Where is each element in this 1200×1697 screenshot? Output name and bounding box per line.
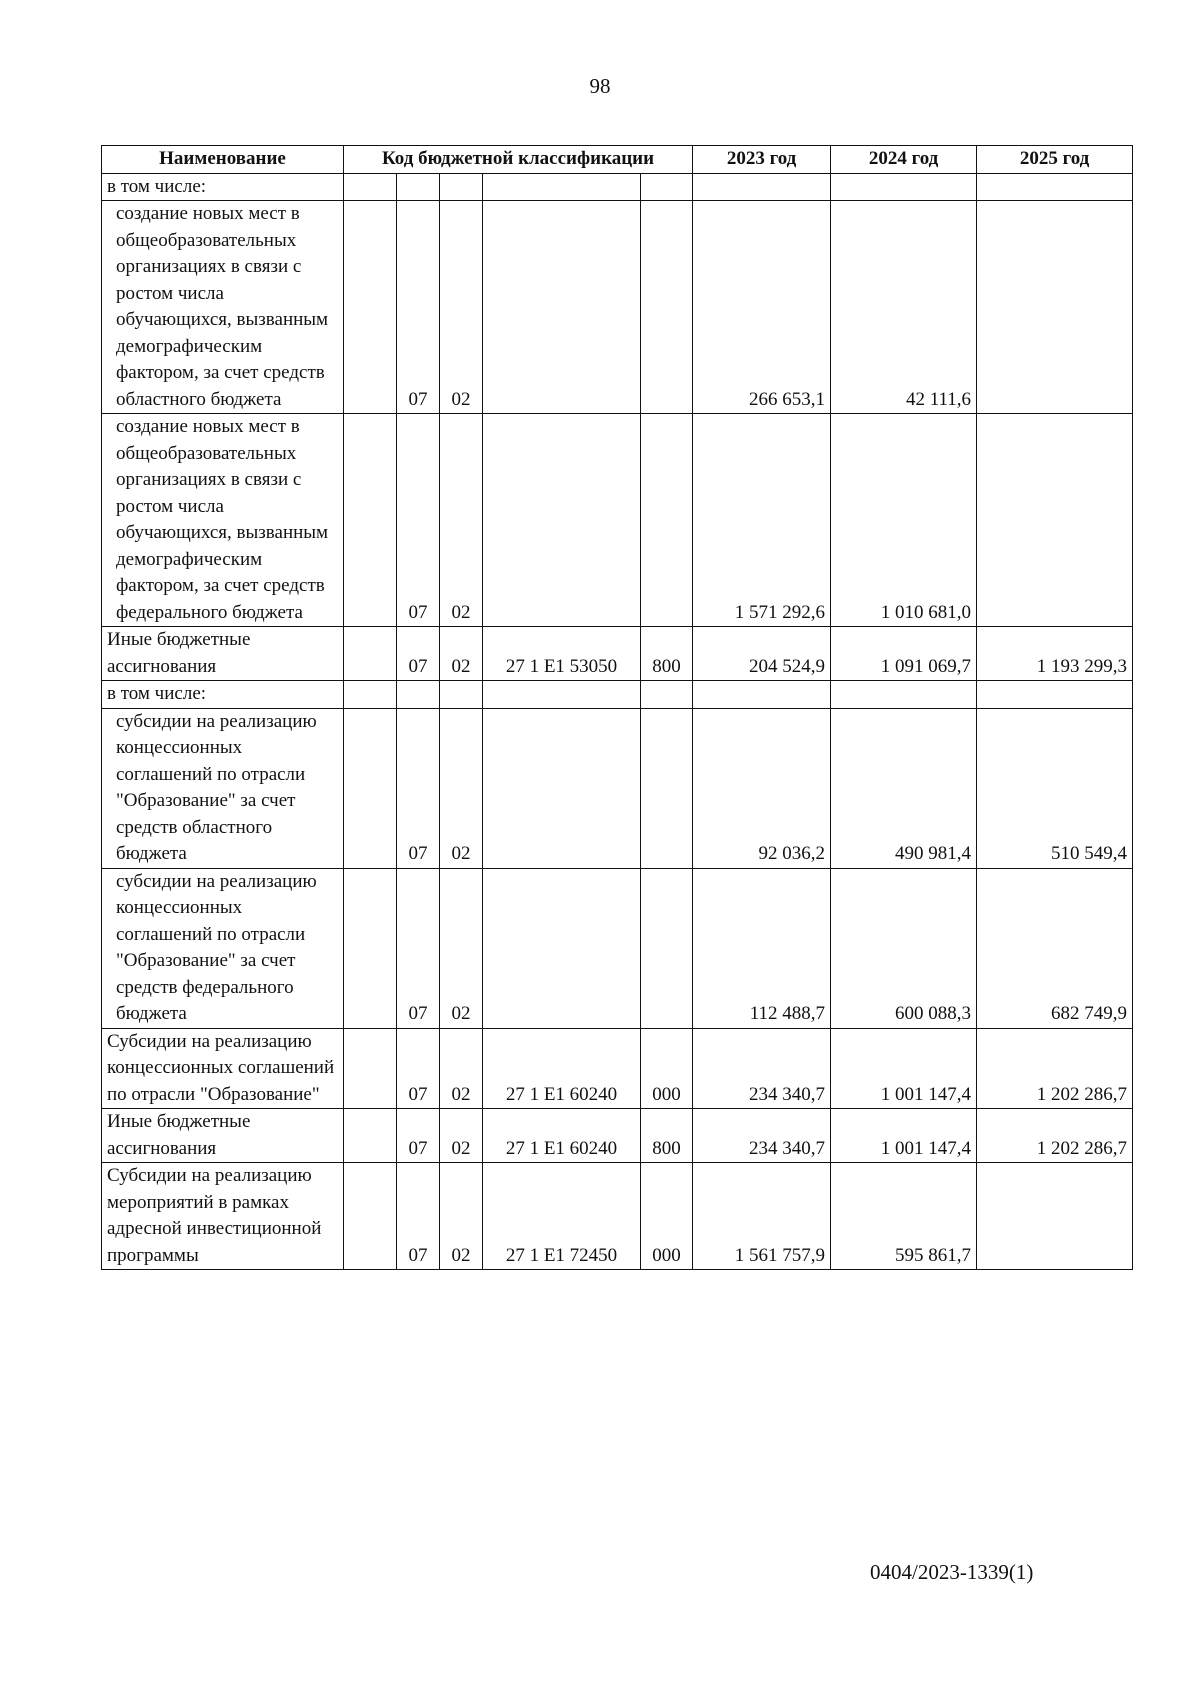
- cell-section: [397, 173, 440, 201]
- cell-2024: 490 981,4: [831, 708, 977, 868]
- page-number: 98: [589, 74, 611, 98]
- cell-2024: 1 091 069,7: [831, 627, 977, 681]
- cell-expense-type: [641, 708, 693, 868]
- cell-2025: [977, 1163, 1133, 1270]
- cell-2025: [977, 173, 1133, 201]
- header-2023: 2023 год: [693, 146, 831, 174]
- table-row: [102, 414, 1133, 627]
- cell-empty: [344, 173, 397, 201]
- cell-target-article: 27 1 E1 72450: [483, 1163, 641, 1270]
- header-code: Код бюджетной классификации: [344, 146, 693, 174]
- cell-target-article: [483, 173, 641, 201]
- cell-expense-type: [641, 201, 693, 414]
- cell-expense-type: [641, 681, 693, 709]
- table-row: [102, 1163, 1133, 1270]
- document-registration-code: 0404/2023-1339(1): [870, 1560, 1034, 1584]
- cell-expense-type: 000: [641, 1163, 693, 1270]
- cell-2024: [831, 681, 977, 709]
- cell-target-article: [483, 681, 641, 709]
- cell-target-article: [483, 414, 641, 627]
- cell-name: субсидии на реализацию концессионных соглашений по отрасли "Образование" за счет средств федерального бюджета: [102, 868, 344, 1028]
- table-row: [102, 1109, 1133, 1163]
- cell-name: в том числе:: [102, 173, 344, 201]
- cell-2024: 42 111,6: [831, 201, 977, 414]
- cell-2023: [693, 173, 831, 201]
- cell-2025: [977, 681, 1133, 709]
- cell-name: в том числе:: [102, 681, 344, 709]
- cell-2023: 204 524,9: [693, 627, 831, 681]
- cell-2023: 92 036,2: [693, 708, 831, 868]
- cell-2025: 1 202 286,7: [977, 1028, 1133, 1109]
- cell-name: создание новых мест в общеобразовательных организациях в связи с ростом числа обучающихся, вызванным демографическим фактором, за счет средств областного бюджета: [102, 201, 344, 414]
- table-row: [102, 1028, 1133, 1109]
- cell-empty: [344, 627, 397, 681]
- cell-subsection: 02: [440, 1109, 483, 1163]
- cell-2025: 510 549,4: [977, 708, 1133, 868]
- header-2024: 2024 год: [831, 146, 977, 174]
- cell-2025: 1 193 299,3: [977, 627, 1133, 681]
- cell-subsection: [440, 681, 483, 709]
- cell-target-article: [483, 201, 641, 414]
- cell-name: Иные бюджетные ассигнования: [102, 627, 344, 681]
- budget-table: [101, 145, 1133, 1270]
- cell-2025: [977, 201, 1133, 414]
- cell-2023: 234 340,7: [693, 1109, 831, 1163]
- cell-subsection: 02: [440, 1028, 483, 1109]
- cell-section: 07: [397, 414, 440, 627]
- cell-empty: [344, 708, 397, 868]
- cell-expense-type: 800: [641, 1109, 693, 1163]
- cell-expense-type: 000: [641, 1028, 693, 1109]
- cell-section: [397, 681, 440, 709]
- cell-subsection: 02: [440, 868, 483, 1028]
- cell-empty: [344, 1028, 397, 1109]
- cell-2023: 112 488,7: [693, 868, 831, 1028]
- cell-section: 07: [397, 627, 440, 681]
- cell-expense-type: [641, 868, 693, 1028]
- cell-2025: 682 749,9: [977, 868, 1133, 1028]
- cell-section: 07: [397, 201, 440, 414]
- cell-target-article: 27 1 E1 60240: [483, 1028, 641, 1109]
- cell-2023: 1 561 757,9: [693, 1163, 831, 1270]
- cell-subsection: 02: [440, 708, 483, 868]
- cell-2023: 234 340,7: [693, 1028, 831, 1109]
- cell-name: субсидии на реализацию концессионных соглашений по отрасли "Образование" за счет средств областного бюджета: [102, 708, 344, 868]
- cell-2024: 600 088,3: [831, 868, 977, 1028]
- cell-2025: [977, 414, 1133, 627]
- cell-section: 07: [397, 708, 440, 868]
- cell-subsection: 02: [440, 414, 483, 627]
- cell-2023: 266 653,1: [693, 201, 831, 414]
- cell-2023: 1 571 292,6: [693, 414, 831, 627]
- header-name: Наименование: [102, 146, 344, 174]
- cell-empty: [344, 1109, 397, 1163]
- header-2025: 2025 год: [977, 146, 1133, 174]
- cell-name: Субсидии на реализацию концессионных соглашений по отрасли "Образование": [102, 1028, 344, 1109]
- table-header-row: [102, 146, 1133, 174]
- cell-section: 07: [397, 1163, 440, 1270]
- cell-2024: [831, 173, 977, 201]
- cell-section: 07: [397, 868, 440, 1028]
- cell-expense-type: [641, 173, 693, 201]
- cell-section: 07: [397, 1028, 440, 1109]
- cell-target-article: [483, 708, 641, 868]
- cell-target-article: [483, 868, 641, 1028]
- cell-empty: [344, 1163, 397, 1270]
- cell-subsection: 02: [440, 627, 483, 681]
- cell-expense-type: [641, 414, 693, 627]
- cell-target-article: 27 1 E1 53050: [483, 627, 641, 681]
- cell-name: создание новых мест в общеобразовательных организациях в связи с ростом числа обучающихся, вызванным демографическим фактором, за счет средств федерального бюджета: [102, 414, 344, 627]
- cell-subsection: 02: [440, 201, 483, 414]
- cell-empty: [344, 414, 397, 627]
- cell-name: Иные бюджетные ассигнования: [102, 1109, 344, 1163]
- cell-empty: [344, 681, 397, 709]
- table-row: [102, 708, 1133, 868]
- table-row: [102, 681, 1133, 709]
- table-row: [102, 868, 1133, 1028]
- cell-2024: 1 010 681,0: [831, 414, 977, 627]
- table-row: [102, 627, 1133, 681]
- table-row: [102, 201, 1133, 414]
- cell-target-article: 27 1 E1 60240: [483, 1109, 641, 1163]
- cell-2023: [693, 681, 831, 709]
- cell-empty: [344, 868, 397, 1028]
- cell-empty: [344, 201, 397, 414]
- cell-subsection: [440, 173, 483, 201]
- cell-2024: 1 001 147,4: [831, 1109, 977, 1163]
- cell-2025: 1 202 286,7: [977, 1109, 1133, 1163]
- cell-subsection: 02: [440, 1163, 483, 1270]
- cell-expense-type: 800: [641, 627, 693, 681]
- cell-section: 07: [397, 1109, 440, 1163]
- cell-2024: 1 001 147,4: [831, 1028, 977, 1109]
- table-row: [102, 173, 1133, 201]
- cell-name: Субсидии на реализацию мероприятий в рамках адресной инвестиционной программы: [102, 1163, 344, 1270]
- cell-2024: 595 861,7: [831, 1163, 977, 1270]
